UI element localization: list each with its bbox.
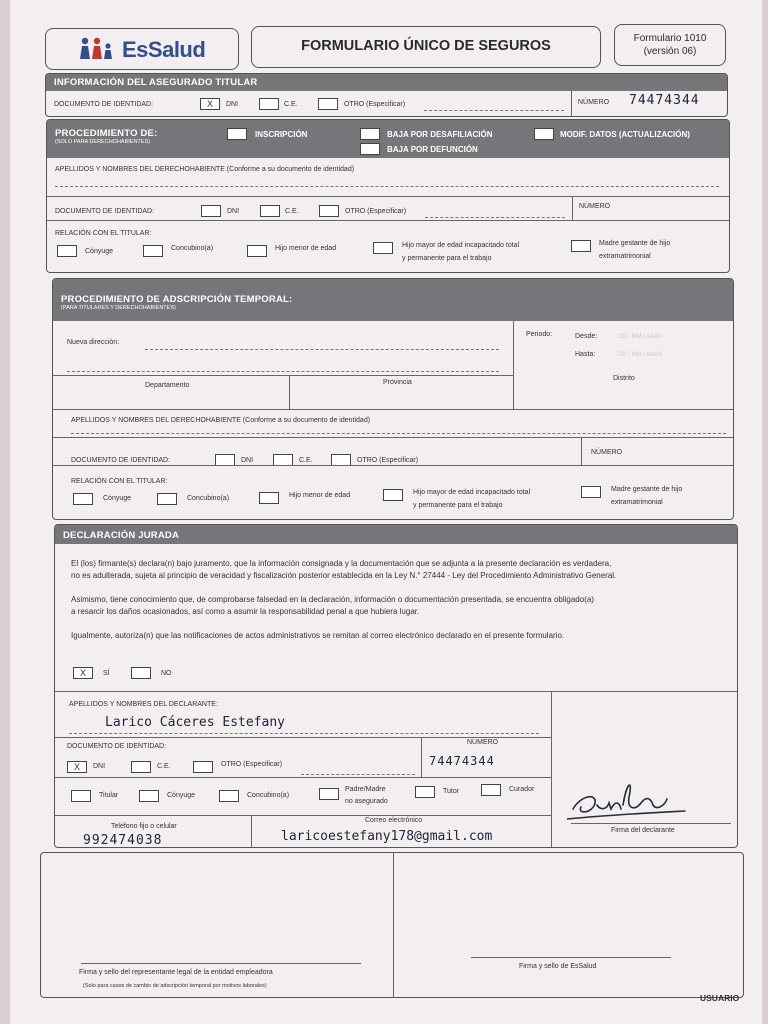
s2-baja-defuncion-label: BAJA POR DEFUNCIÓN bbox=[387, 145, 478, 154]
s3-hasta-label: Hasta: bbox=[575, 351, 596, 358]
section-1-title: INFORMACIÓN DEL ASEGURADO TITULAR bbox=[54, 77, 258, 88]
s4-firma-label: Firma del declarante bbox=[611, 827, 675, 834]
s2-inscripcion-label: INSCRIPCIÓN bbox=[255, 130, 308, 139]
s4-correo-value[interactable]: laricoestefany178@gmail.com bbox=[281, 829, 493, 844]
s4-otro-label: OTRO (Especificar) bbox=[221, 761, 283, 768]
s3-madre-label-1: Madre gestante de hijo bbox=[611, 486, 683, 493]
s3-provincia-label: Provincia bbox=[383, 379, 412, 386]
s2-concubino-label: Concubino(a) bbox=[171, 245, 214, 252]
s1-otro-label: OTRO (Especificar) bbox=[344, 101, 406, 108]
copy-usuario-label: USUARIO bbox=[700, 993, 740, 1003]
s2-conyuge-label: Cónyuge bbox=[85, 248, 114, 255]
essalud-logo-text: EsSalud bbox=[122, 37, 206, 62]
s3-direccion-line-2[interactable] bbox=[67, 371, 499, 372]
s2-concubino-checkbox[interactable] bbox=[143, 245, 163, 257]
s2-baja-defuncion-checkbox[interactable] bbox=[360, 143, 380, 155]
s4-ce-label: C.E. bbox=[157, 763, 171, 770]
section-4-header bbox=[55, 525, 737, 544]
s4-concubino-checkbox[interactable] bbox=[219, 790, 239, 802]
s3-hasta-placeholder[interactable]: DD / MM / AAAA bbox=[618, 352, 663, 358]
s2-hijo-menor-checkbox[interactable] bbox=[247, 245, 267, 257]
s4-padre-label-2: no asegurado bbox=[345, 798, 388, 805]
s3-dni-label: DNI bbox=[241, 457, 254, 464]
s3-periodo-label: Periodo: bbox=[526, 331, 553, 338]
s4-otro-checkbox[interactable] bbox=[193, 761, 213, 773]
declarant-signature bbox=[567, 775, 687, 823]
s3-concubino-label: Concubino(a) bbox=[187, 495, 230, 502]
s4-numero-label: NÚMERO bbox=[467, 739, 499, 746]
s3-ce-label: C.E. bbox=[299, 457, 313, 464]
s2-ce-checkbox[interactable] bbox=[260, 205, 280, 217]
s4-paragraph-2a: Asimismo, tiene conocimiento que, de comprobarse falsedad en la declaración, información o documentación presentada, se encuentra obligado(a) bbox=[71, 595, 594, 604]
s3-desde-placeholder[interactable]: DD / MM / AAAA bbox=[618, 334, 663, 340]
form-title: FORMULARIO ÚNICO DE SEGUROS bbox=[301, 38, 551, 54]
s4-curador-checkbox[interactable] bbox=[481, 784, 501, 796]
section-asegurado-titular bbox=[45, 73, 728, 117]
s4-dni-label: DNI bbox=[93, 763, 106, 770]
s3-hijo-mayor-label-1: Hijo mayor de edad incapacitado total bbox=[413, 489, 531, 496]
s4-padre-checkbox[interactable] bbox=[319, 788, 339, 800]
s4-concubino-label: Concubino(a) bbox=[247, 792, 290, 799]
form-code-box bbox=[614, 24, 726, 66]
s3-hijo-menor-label: Hijo menor de edad bbox=[289, 492, 351, 499]
s2-apellidos-line[interactable] bbox=[55, 186, 719, 187]
s2-hijo-mayor-label-2: y permanente para el trabajo bbox=[402, 255, 492, 262]
section-3-subtitle: (PARA TITULARES Y DERECHOHABIENTES) bbox=[61, 305, 176, 311]
s2-madre-label-1: Madre gestante de hijo bbox=[599, 240, 671, 247]
essalud-family-icon bbox=[78, 37, 120, 61]
s3-nueva-direccion-label: Nueva dirección: bbox=[67, 339, 120, 346]
s4-titular-checkbox[interactable] bbox=[71, 790, 91, 802]
s3-apellidos-label: APELLIDOS Y NOMBRES DEL DERECHOHABIENTE (Conforme a su documento de identidad) bbox=[71, 417, 371, 424]
s2-baja-desafiliacion-checkbox[interactable] bbox=[360, 128, 380, 140]
s4-paragraph-1a: El (los) firmante(s) declara(n) bajo juramento, que la información consignada y la documentación que se adjunta a la presente declaración es verdadera, bbox=[71, 559, 612, 568]
logo-box bbox=[45, 28, 239, 70]
s4-ce-checkbox[interactable] bbox=[131, 761, 151, 773]
s4-apellidos-value[interactable]: Larico Cáceres Estefany bbox=[105, 715, 286, 730]
s4-conyuge-label: Cónyuge bbox=[167, 792, 196, 799]
s4-doc-label: DOCUMENTO DE IDENTIDAD: bbox=[67, 743, 167, 750]
s3-relacion-label: RELACIÓN CON EL TITULAR: bbox=[71, 478, 168, 485]
section-2-title: PROCEDIMIENTO DE: bbox=[55, 128, 158, 139]
s3-conyuge-checkbox[interactable] bbox=[73, 493, 93, 505]
s3-hijo-menor-checkbox[interactable] bbox=[259, 492, 279, 504]
s3-conyuge-label: Cónyuge bbox=[103, 495, 132, 502]
s4-telefono-value[interactable]: 992474038 bbox=[83, 833, 163, 848]
title-box bbox=[251, 26, 601, 68]
footer-firma-essalud: Firma y sello de EsSalud bbox=[519, 963, 597, 970]
s4-correo-label: Correo electrónico bbox=[365, 817, 423, 824]
s2-baja-desafiliacion-label: BAJA POR DESAFILIACIÓN bbox=[387, 130, 493, 139]
s2-hijo-mayor-label-1: Hijo mayor de edad incapacitado total bbox=[402, 242, 520, 249]
section-adscripcion-temporal bbox=[52, 278, 734, 520]
s2-inscripcion-checkbox[interactable] bbox=[227, 128, 247, 140]
s3-doc-label: DOCUMENTO DE IDENTIDAD: bbox=[71, 457, 171, 464]
s2-conyuge-checkbox[interactable] bbox=[57, 245, 77, 257]
s1-dni-checkbox[interactable]: X bbox=[200, 98, 220, 110]
s1-numero-label: NÚMERO bbox=[578, 99, 610, 106]
s3-otro-label: OTRO (Especificar) bbox=[357, 457, 419, 464]
s1-ce-label: C.E. bbox=[284, 101, 298, 108]
section-3-title: PROCEDIMIENTO DE ADSCRIPCIÓN TEMPORAL: bbox=[61, 294, 293, 305]
s2-hijo-mayor-checkbox[interactable] bbox=[373, 242, 393, 254]
s2-madre-checkbox[interactable] bbox=[571, 240, 591, 252]
s4-numero-value[interactable]: 74474344 bbox=[429, 754, 495, 768]
s3-hijo-mayor-checkbox[interactable] bbox=[383, 489, 403, 501]
s4-no-checkbox[interactable] bbox=[131, 667, 151, 679]
section-4-title: DECLARACIÓN JURADA bbox=[63, 530, 180, 541]
s3-hijo-mayor-label-2: y permanente para el trabajo bbox=[413, 502, 503, 509]
s4-titular-label: Titular bbox=[99, 792, 119, 799]
s4-paragraph-2b: a resarcir los daños ocasionados, así como a asumir la responsabilidad penal a que hubiera lugar. bbox=[71, 607, 420, 616]
s2-dni-label: DNI bbox=[227, 208, 240, 215]
s4-si-label: SÍ bbox=[103, 670, 110, 677]
footer-firma-representante: Firma y sello del representante legal de la entidad empleadora bbox=[79, 969, 273, 976]
footer-signature-box bbox=[40, 852, 744, 998]
s4-tutor-checkbox[interactable] bbox=[415, 786, 435, 798]
s4-otro-line[interactable] bbox=[301, 774, 415, 775]
s2-otro-label: OTRO (Especificar) bbox=[345, 208, 407, 215]
s2-modif-checkbox[interactable] bbox=[534, 128, 554, 140]
form-code: Formulario 1010 bbox=[633, 33, 707, 44]
s1-dni-label: DNI bbox=[226, 101, 239, 108]
s3-departamento-label: Departamento bbox=[145, 382, 190, 389]
s4-dni-checkbox[interactable]: X bbox=[67, 761, 87, 773]
s4-curador-label: Curador bbox=[509, 786, 535, 793]
s2-numero-label: NÚMERO bbox=[579, 203, 611, 210]
s2-ce-label: C.E. bbox=[285, 208, 299, 215]
s2-hijo-menor-label: Hijo menor de edad bbox=[275, 245, 337, 252]
s3-distrito-label: Distrito bbox=[613, 375, 635, 382]
s3-desde-label: Desde: bbox=[575, 333, 598, 340]
s4-conyuge-checkbox[interactable] bbox=[139, 790, 159, 802]
s2-madre-label-2: extramatrimonial bbox=[599, 253, 651, 260]
s2-relacion-label: RELACIÓN CON EL TITULAR: bbox=[55, 230, 152, 237]
s2-modif-label: MODIF. DATOS (ACTUALIZACIÓN) bbox=[560, 130, 690, 139]
form-sheet bbox=[10, 0, 762, 1024]
s3-numero-label: NÚMERO bbox=[591, 449, 623, 456]
s2-otro-checkbox[interactable] bbox=[319, 205, 339, 217]
section-2-subtitle: (SOLO PARA DERECHOHABIENTES) bbox=[55, 139, 150, 145]
s4-padre-label-1: Padre/Madre bbox=[345, 786, 386, 793]
s3-madre-label-2: extramatrimonial bbox=[611, 499, 663, 506]
s1-numero-value[interactable]: 74474344 bbox=[629, 93, 700, 108]
s4-no-label: NO bbox=[161, 670, 172, 677]
s4-si-checkbox[interactable]: X bbox=[73, 667, 93, 679]
s1-otro-line[interactable] bbox=[424, 110, 564, 111]
s3-direccion-line-1[interactable] bbox=[145, 349, 499, 350]
s2-dni-checkbox[interactable] bbox=[201, 205, 221, 217]
s1-doc-label: DOCUMENTO DE IDENTIDAD: bbox=[54, 101, 154, 108]
s4-telefono-label: Teléfono fijo o celular bbox=[111, 823, 177, 830]
s1-ce-checkbox[interactable] bbox=[259, 98, 279, 110]
section-3-header bbox=[53, 279, 733, 321]
section-declaracion-jurada bbox=[54, 524, 738, 848]
s4-paragraph-1b: no es adulterada, sujeta al principio de veracidad y fiscalización posterior establecida en la Ley N.° 27444 - Ley del Procedimiento Administrativo General. bbox=[71, 571, 617, 580]
s3-apellidos-line[interactable] bbox=[71, 433, 726, 434]
s1-otro-checkbox[interactable] bbox=[318, 98, 338, 110]
s4-apellidos-label: APELLIDOS Y NOMBRES DEL DECLARANTE: bbox=[69, 701, 218, 708]
form-version: (versión 06) bbox=[643, 46, 697, 57]
section-1-header bbox=[46, 74, 727, 91]
s3-concubino-checkbox[interactable] bbox=[157, 493, 177, 505]
s2-otro-line[interactable] bbox=[425, 217, 565, 218]
s4-paragraph-3: Igualmente, autoriza(n) que las notificaciones de actos administrativos se remitan al correo electrónico declarado en el presente formulario. bbox=[71, 631, 565, 640]
s2-doc-label: DOCUMENTO DE IDENTIDAD: bbox=[55, 208, 155, 215]
section-procedimiento bbox=[46, 119, 730, 273]
s2-apellidos-label: APELLIDOS Y NOMBRES DEL DERECHOHABIENTE (Conforme a su documento de identidad) bbox=[55, 166, 355, 173]
s3-madre-checkbox[interactable] bbox=[581, 486, 601, 498]
s4-tutor-label: Tutor bbox=[443, 788, 460, 795]
footer-firma-representante-note: (Solo para casos de cambio de adscripción temporal por motivos laborales) bbox=[83, 983, 267, 989]
